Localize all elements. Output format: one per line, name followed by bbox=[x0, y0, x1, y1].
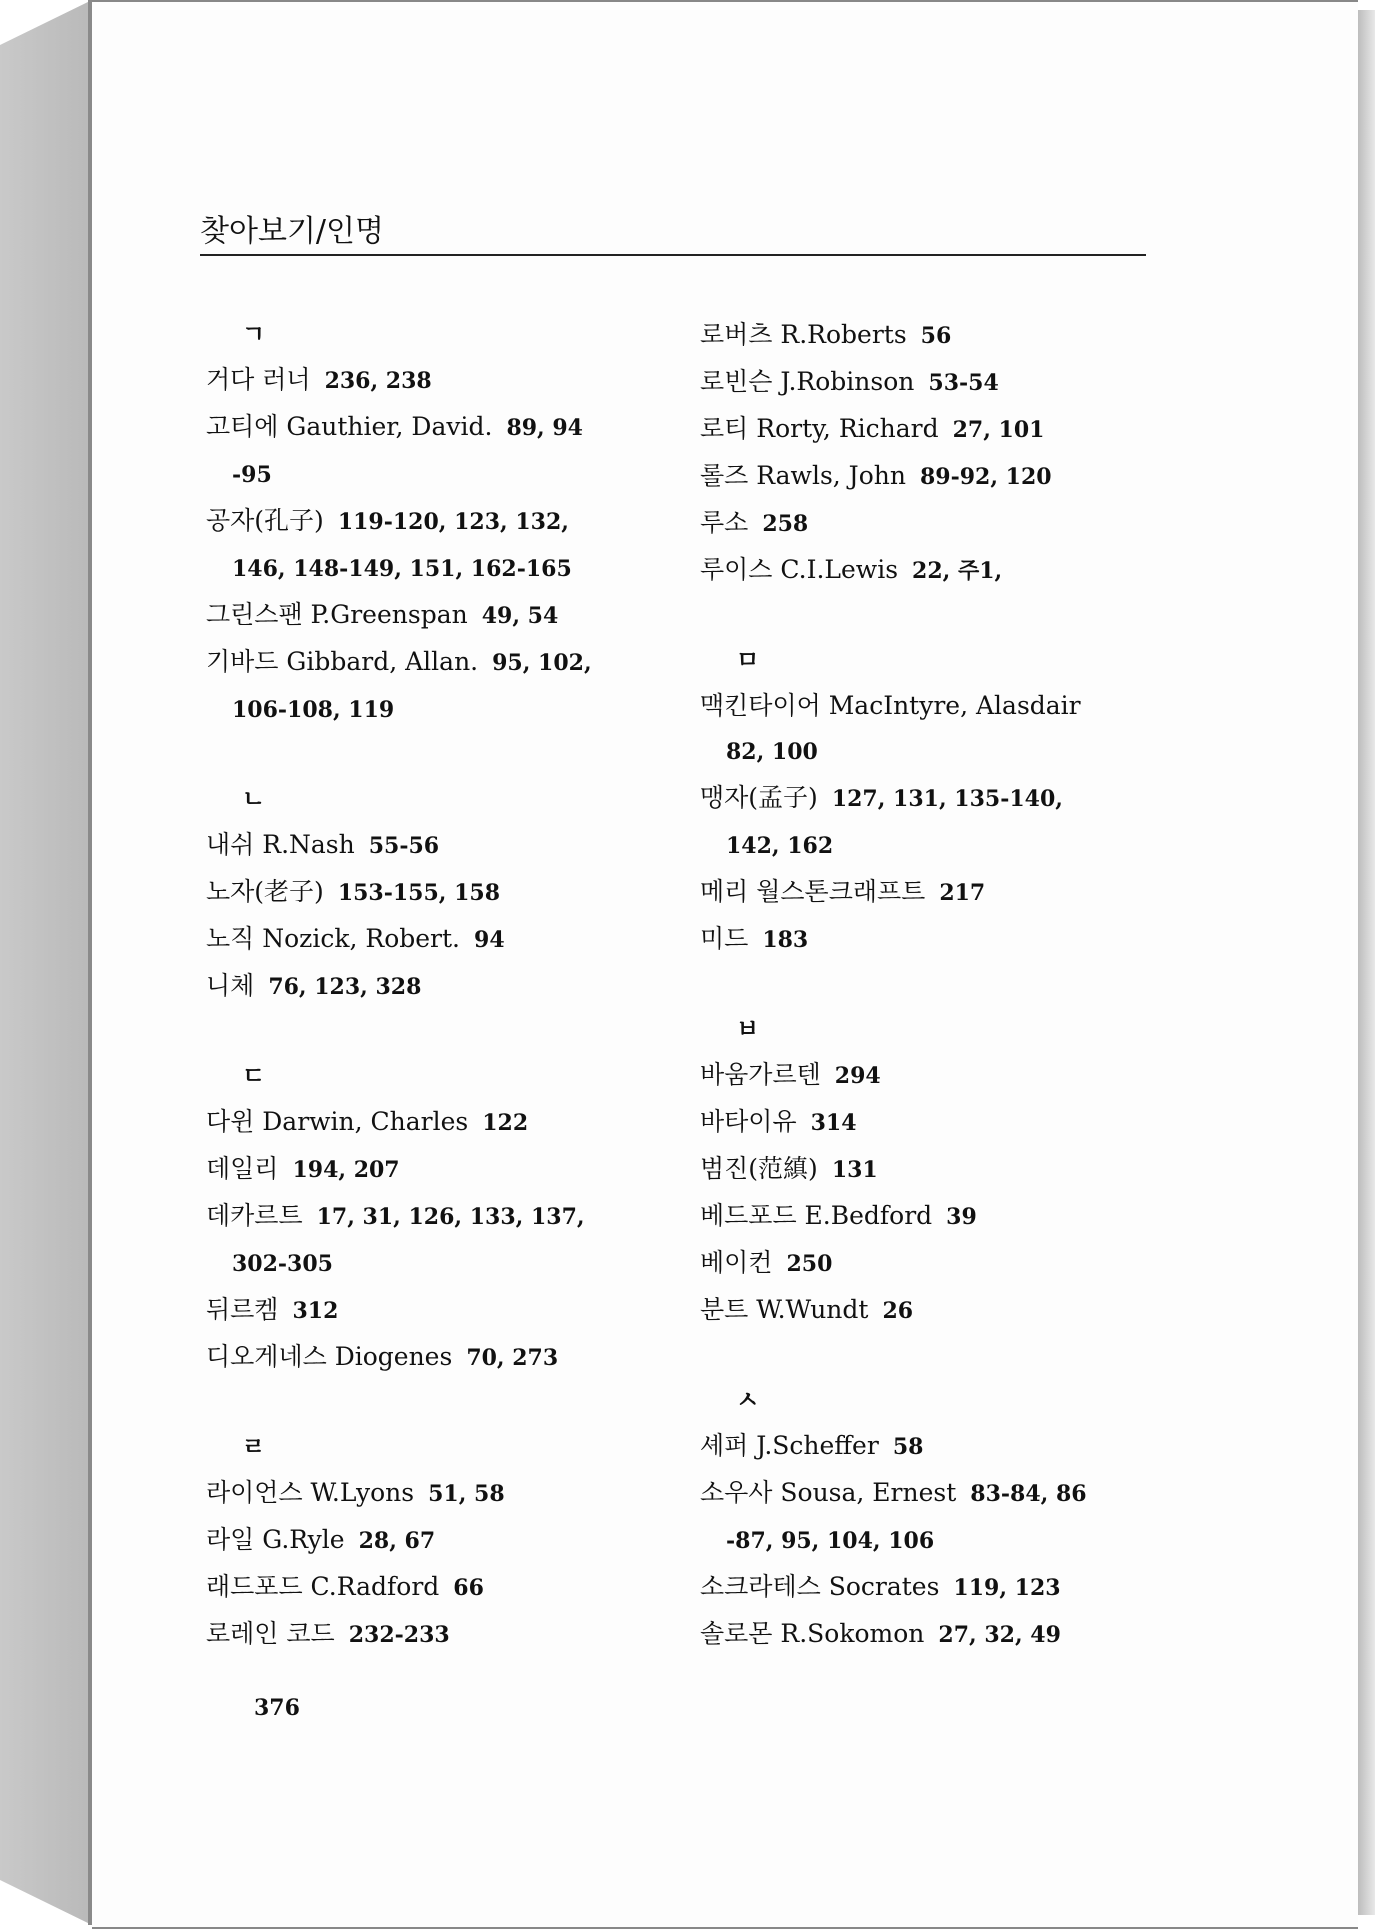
entry-name: 그린스팬 P.Greenspan bbox=[206, 600, 468, 629]
index-entry bbox=[206, 592, 686, 639]
entry-name: 라일 G.Ryle bbox=[206, 1525, 345, 1554]
entry-name: 내쉬 R.Nash bbox=[206, 830, 355, 859]
entry-pages: 53-54 bbox=[928, 370, 999, 396]
index-entry bbox=[700, 1423, 1260, 1470]
index-entry bbox=[206, 1611, 686, 1658]
page-edge-shadow bbox=[1358, 10, 1375, 1915]
index-entry bbox=[700, 453, 1260, 500]
entry-name: 바움가르텐 bbox=[700, 1060, 821, 1089]
entry-name: 기바드 Gibbard, Allan. bbox=[206, 647, 479, 676]
entry-name: 소우사 Sousa, Ernest bbox=[700, 1478, 957, 1507]
entry-pages: 122 bbox=[482, 1110, 529, 1136]
index-entry bbox=[700, 312, 1260, 359]
index-entry bbox=[206, 1564, 686, 1611]
entry-pages: 55-56 bbox=[368, 833, 440, 859]
entry-pages: 76, 123, 328 bbox=[268, 974, 422, 1000]
entry-pages: -87, 95, 104, 106 bbox=[726, 1528, 935, 1554]
entry-pages: 217 bbox=[939, 880, 986, 906]
entry-pages: 17, 31, 126, 133, 137, bbox=[316, 1204, 585, 1230]
index-entry bbox=[700, 359, 1260, 406]
index-entry bbox=[700, 1611, 1260, 1658]
entry-name: 베드포드 E.Bedford bbox=[700, 1201, 933, 1230]
entry-pages: 232-233 bbox=[348, 1622, 450, 1648]
entry-pages: 39 bbox=[946, 1204, 977, 1230]
index-entry bbox=[700, 1564, 1260, 1611]
entry-name: 메리 월스톤크래프트 bbox=[700, 877, 926, 906]
index-group bbox=[700, 1007, 1260, 1334]
entry-pages: 236, 238 bbox=[324, 368, 432, 394]
index-entry bbox=[206, 639, 686, 733]
entry-pages: 82, 100 bbox=[726, 739, 818, 765]
index-entry bbox=[700, 869, 1260, 916]
entry-pages: 119-120, 123, 132, bbox=[337, 509, 569, 535]
entry-pages: 106-108, 119 bbox=[232, 697, 395, 723]
entry-pages: 95, 102, bbox=[492, 650, 592, 676]
index-letter-heading: ㄷ bbox=[242, 1062, 266, 1090]
index-entry bbox=[700, 1099, 1260, 1146]
index-entry bbox=[700, 1052, 1260, 1099]
entry-name: 범진(范縝) bbox=[700, 1154, 818, 1183]
index-entry bbox=[206, 1099, 686, 1146]
entry-name: 셰퍼 J.Scheffer bbox=[700, 1431, 879, 1460]
entry-name: 노자(老子) bbox=[206, 877, 324, 906]
entry-name: 루이스 C.I.Lewis bbox=[700, 555, 899, 584]
entry-name: 분트 W.Wundt bbox=[700, 1295, 869, 1324]
entry-pages: 51, 58 bbox=[428, 1481, 505, 1507]
entry-name: 다윈 Darwin, Charles bbox=[206, 1107, 469, 1136]
entry-pages: 250 bbox=[786, 1251, 833, 1277]
entry-pages: 142, 162 bbox=[726, 833, 834, 859]
entry-name: 디오게네스 Diogenes bbox=[206, 1342, 453, 1371]
entry-pages: 314 bbox=[810, 1110, 857, 1136]
index-group bbox=[700, 312, 1260, 594]
entry-pages: 27, 32, 49 bbox=[938, 1622, 1061, 1648]
entry-name: 로빈슨 J.Robinson bbox=[700, 367, 915, 396]
index-letter-heading: ㅁ bbox=[736, 646, 760, 674]
entry-name: 루소 bbox=[700, 508, 749, 537]
index-column-right bbox=[700, 312, 1260, 1702]
index-entry bbox=[206, 869, 686, 916]
entry-pages: 119, 123 bbox=[953, 1575, 1061, 1601]
entry-name: 바타이유 bbox=[700, 1107, 797, 1136]
index-entry bbox=[206, 1146, 686, 1193]
index-group bbox=[206, 1425, 686, 1658]
entry-pages: 146, 148-149, 151, 162-165 bbox=[232, 556, 572, 582]
entry-name: 맥킨타이어 MacIntyre, Alasdair bbox=[700, 691, 1081, 720]
index-letter-heading: ㄹ bbox=[242, 1433, 266, 1461]
entry-pages: 27, 101 bbox=[952, 417, 1045, 443]
entry-name: 노직 Nozick, Robert. bbox=[206, 924, 461, 953]
index-entry bbox=[206, 1470, 686, 1517]
index-entry bbox=[206, 822, 686, 869]
index-entry bbox=[700, 1470, 1260, 1564]
index-entry bbox=[700, 406, 1260, 453]
index-entry bbox=[700, 1193, 1260, 1240]
entry-name: 로레인 코드 bbox=[206, 1619, 335, 1648]
index-letter-heading: ㅅ bbox=[736, 1386, 760, 1414]
entry-pages: 58 bbox=[892, 1434, 924, 1460]
entry-pages: 83-84, 86 bbox=[970, 1481, 1087, 1507]
index-entry bbox=[700, 547, 1260, 594]
entry-pages: 194, 207 bbox=[292, 1157, 400, 1183]
index-entry bbox=[206, 1287, 686, 1334]
entry-name: 맹자(孟子) bbox=[700, 783, 818, 812]
entry-pages: 22, 주1, bbox=[912, 558, 1003, 584]
entry-name: 솔로몬 R.Sokomon bbox=[700, 1619, 925, 1648]
entry-name: 미드 bbox=[700, 924, 749, 953]
index-entry bbox=[206, 963, 686, 1010]
entry-pages: 302-305 bbox=[232, 1251, 333, 1277]
entry-pages: 183 bbox=[762, 927, 809, 953]
index-entry bbox=[700, 916, 1260, 963]
entry-name: 니체 bbox=[206, 971, 255, 1000]
entry-name: 뒤르켐 bbox=[206, 1295, 279, 1324]
entry-pages: 258 bbox=[762, 511, 809, 537]
entry-name: 래드포드 C.Radford bbox=[206, 1572, 440, 1601]
entry-pages: 70, 273 bbox=[466, 1345, 559, 1371]
index-entry bbox=[700, 1287, 1260, 1334]
index-entry bbox=[206, 1334, 686, 1381]
entry-pages: 66 bbox=[453, 1575, 484, 1601]
page-header bbox=[200, 210, 1146, 256]
entry-name: 고티에 Gauthier, David. bbox=[206, 412, 493, 441]
book-spine bbox=[0, 0, 94, 1925]
entry-pages: 153-155, 158 bbox=[337, 880, 501, 906]
index-entry bbox=[206, 1193, 686, 1287]
entry-pages: 94 bbox=[474, 927, 505, 953]
entry-name: 데일리 bbox=[206, 1154, 279, 1183]
index-entry bbox=[700, 683, 1260, 775]
entry-name: 소크라테스 Socrates bbox=[700, 1572, 940, 1601]
index-column-left bbox=[206, 312, 686, 1702]
entry-name: 데카르트 bbox=[206, 1201, 303, 1230]
entry-name: 라이언스 W.Lyons bbox=[206, 1478, 415, 1507]
index-letter-heading: ㅂ bbox=[736, 1015, 760, 1043]
entry-pages: 131 bbox=[831, 1157, 878, 1183]
index-entry bbox=[206, 498, 686, 592]
entry-pages: -95 bbox=[232, 462, 272, 488]
index-group bbox=[206, 312, 686, 733]
entry-pages: 89, 94 bbox=[506, 415, 583, 441]
index-entry bbox=[206, 404, 686, 498]
index-entry bbox=[700, 775, 1260, 869]
index-group bbox=[206, 1054, 686, 1381]
index-entry bbox=[206, 357, 686, 404]
page-number: 376 bbox=[254, 1695, 300, 1721]
entry-pages: 127, 131, 135-140, bbox=[831, 786, 1063, 812]
index-entry bbox=[700, 1146, 1260, 1193]
index-letter-heading: ㄱ bbox=[242, 320, 266, 348]
entry-name: 공자(孔子) bbox=[206, 506, 324, 535]
entry-pages: 89-92, 120 bbox=[919, 464, 1052, 490]
index-group bbox=[206, 777, 686, 1010]
entry-pages: 26 bbox=[882, 1298, 914, 1324]
index-entry bbox=[206, 916, 686, 963]
entry-name: 롤즈 Rawls, John bbox=[700, 461, 906, 490]
entry-pages: 294 bbox=[834, 1063, 881, 1089]
index-entry bbox=[700, 500, 1260, 547]
entry-pages: 49, 54 bbox=[481, 603, 559, 629]
entry-name: 로버츠 R.Roberts bbox=[700, 320, 907, 349]
page-title: 찾아보기/인명 bbox=[200, 214, 384, 249]
index-letter-heading: ㄴ bbox=[242, 785, 266, 813]
entry-name: 로티 Rorty, Richard bbox=[700, 414, 939, 443]
entry-pages: 56 bbox=[920, 323, 952, 349]
entry-pages: 312 bbox=[292, 1298, 339, 1324]
entry-name: 거다 러너 bbox=[206, 365, 311, 394]
entry-pages: 28, 67 bbox=[358, 1528, 436, 1554]
index-entry bbox=[700, 1240, 1260, 1287]
entry-name: 베이컨 bbox=[700, 1248, 773, 1277]
index-group bbox=[700, 638, 1260, 963]
index-entry bbox=[206, 1517, 686, 1564]
index-group bbox=[700, 1378, 1260, 1658]
